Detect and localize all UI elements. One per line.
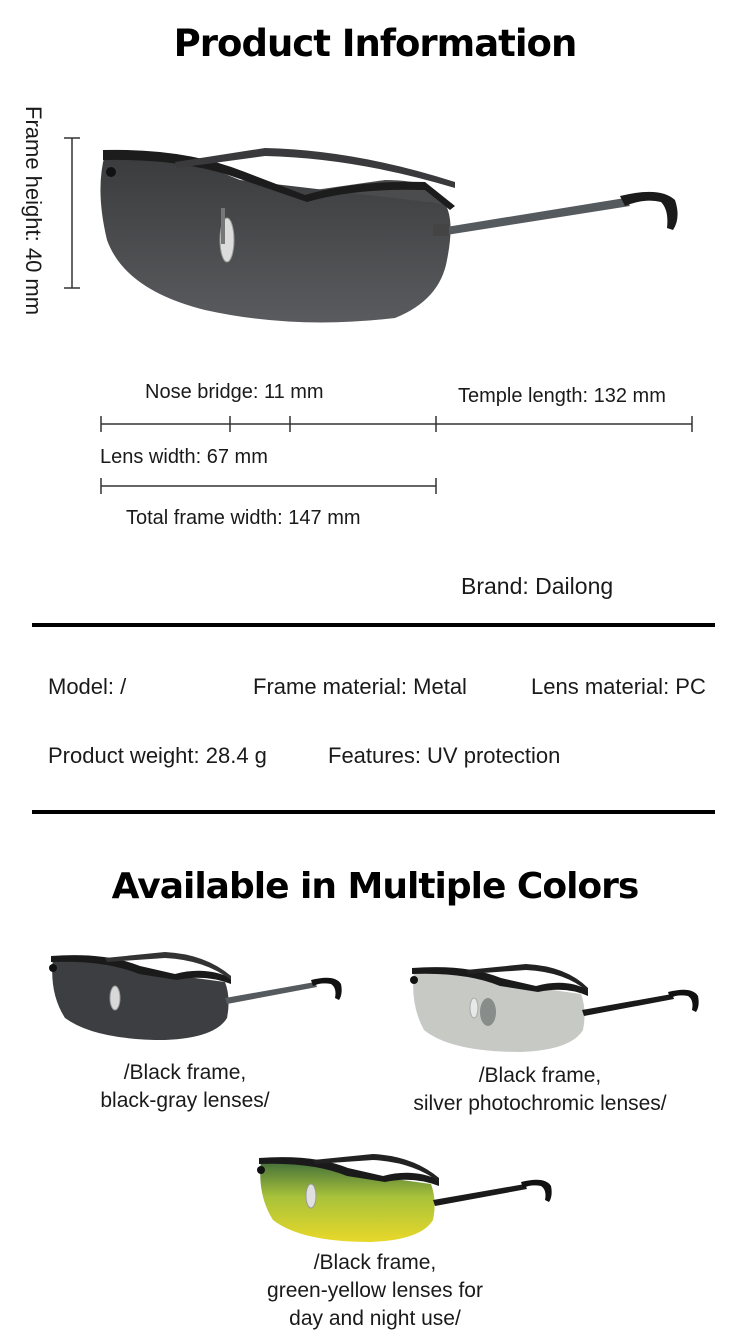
spec-frame-material: Frame material: Metal — [253, 674, 467, 699]
variant-caption-line: silver photochromic lenses/ — [413, 1092, 667, 1115]
variant-caption-line: green-yellow lenses for — [267, 1279, 483, 1302]
sunglasses-main-image — [95, 140, 695, 340]
divider-bottom — [32, 810, 715, 814]
spec-features: Features: UV protection — [328, 743, 561, 768]
total-width-label: Total frame width: 147 mm — [126, 507, 361, 529]
temple-length-label: Temple length: 132 mm — [458, 385, 666, 407]
variant-green-yellow-image — [253, 1150, 563, 1250]
page-title: Product Information — [173, 22, 577, 65]
frame-height-marker — [62, 136, 82, 296]
frame-height-label: Frame height: 40 mm — [21, 106, 46, 316]
variant-caption-line: black-gray lenses/ — [100, 1089, 270, 1112]
spec-model: Model: / — [48, 674, 127, 699]
variant-caption-line: /Black frame, — [123, 1061, 247, 1084]
spec-lens-material: Lens material: PC — [531, 674, 706, 699]
variant-black-gray-image — [45, 948, 345, 1048]
nose-bridge-label: Nose bridge: 11 mm — [145, 381, 324, 403]
brand-label: Brand: Dailong — [461, 573, 614, 599]
variant-photochromic-caption — [385, 1062, 695, 1118]
variant-green-yellow-caption — [235, 1249, 515, 1333]
variant-black-gray-caption — [55, 1059, 315, 1115]
variant-photochromic-image — [406, 960, 706, 1060]
variant-caption-line: /Black frame, — [478, 1064, 602, 1087]
spec-weight: Product weight: 28.4 g — [48, 743, 267, 768]
width-dimension-line — [98, 414, 698, 434]
variant-caption-line: day and night use/ — [289, 1307, 461, 1330]
divider-top — [32, 623, 715, 627]
total-width-dimension-line — [98, 476, 443, 496]
colors-section-title: Available in Multiple Colors — [111, 866, 639, 907]
variant-caption-line: /Black frame, — [313, 1251, 437, 1274]
lens-width-label: Lens width: 67 mm — [100, 446, 268, 468]
